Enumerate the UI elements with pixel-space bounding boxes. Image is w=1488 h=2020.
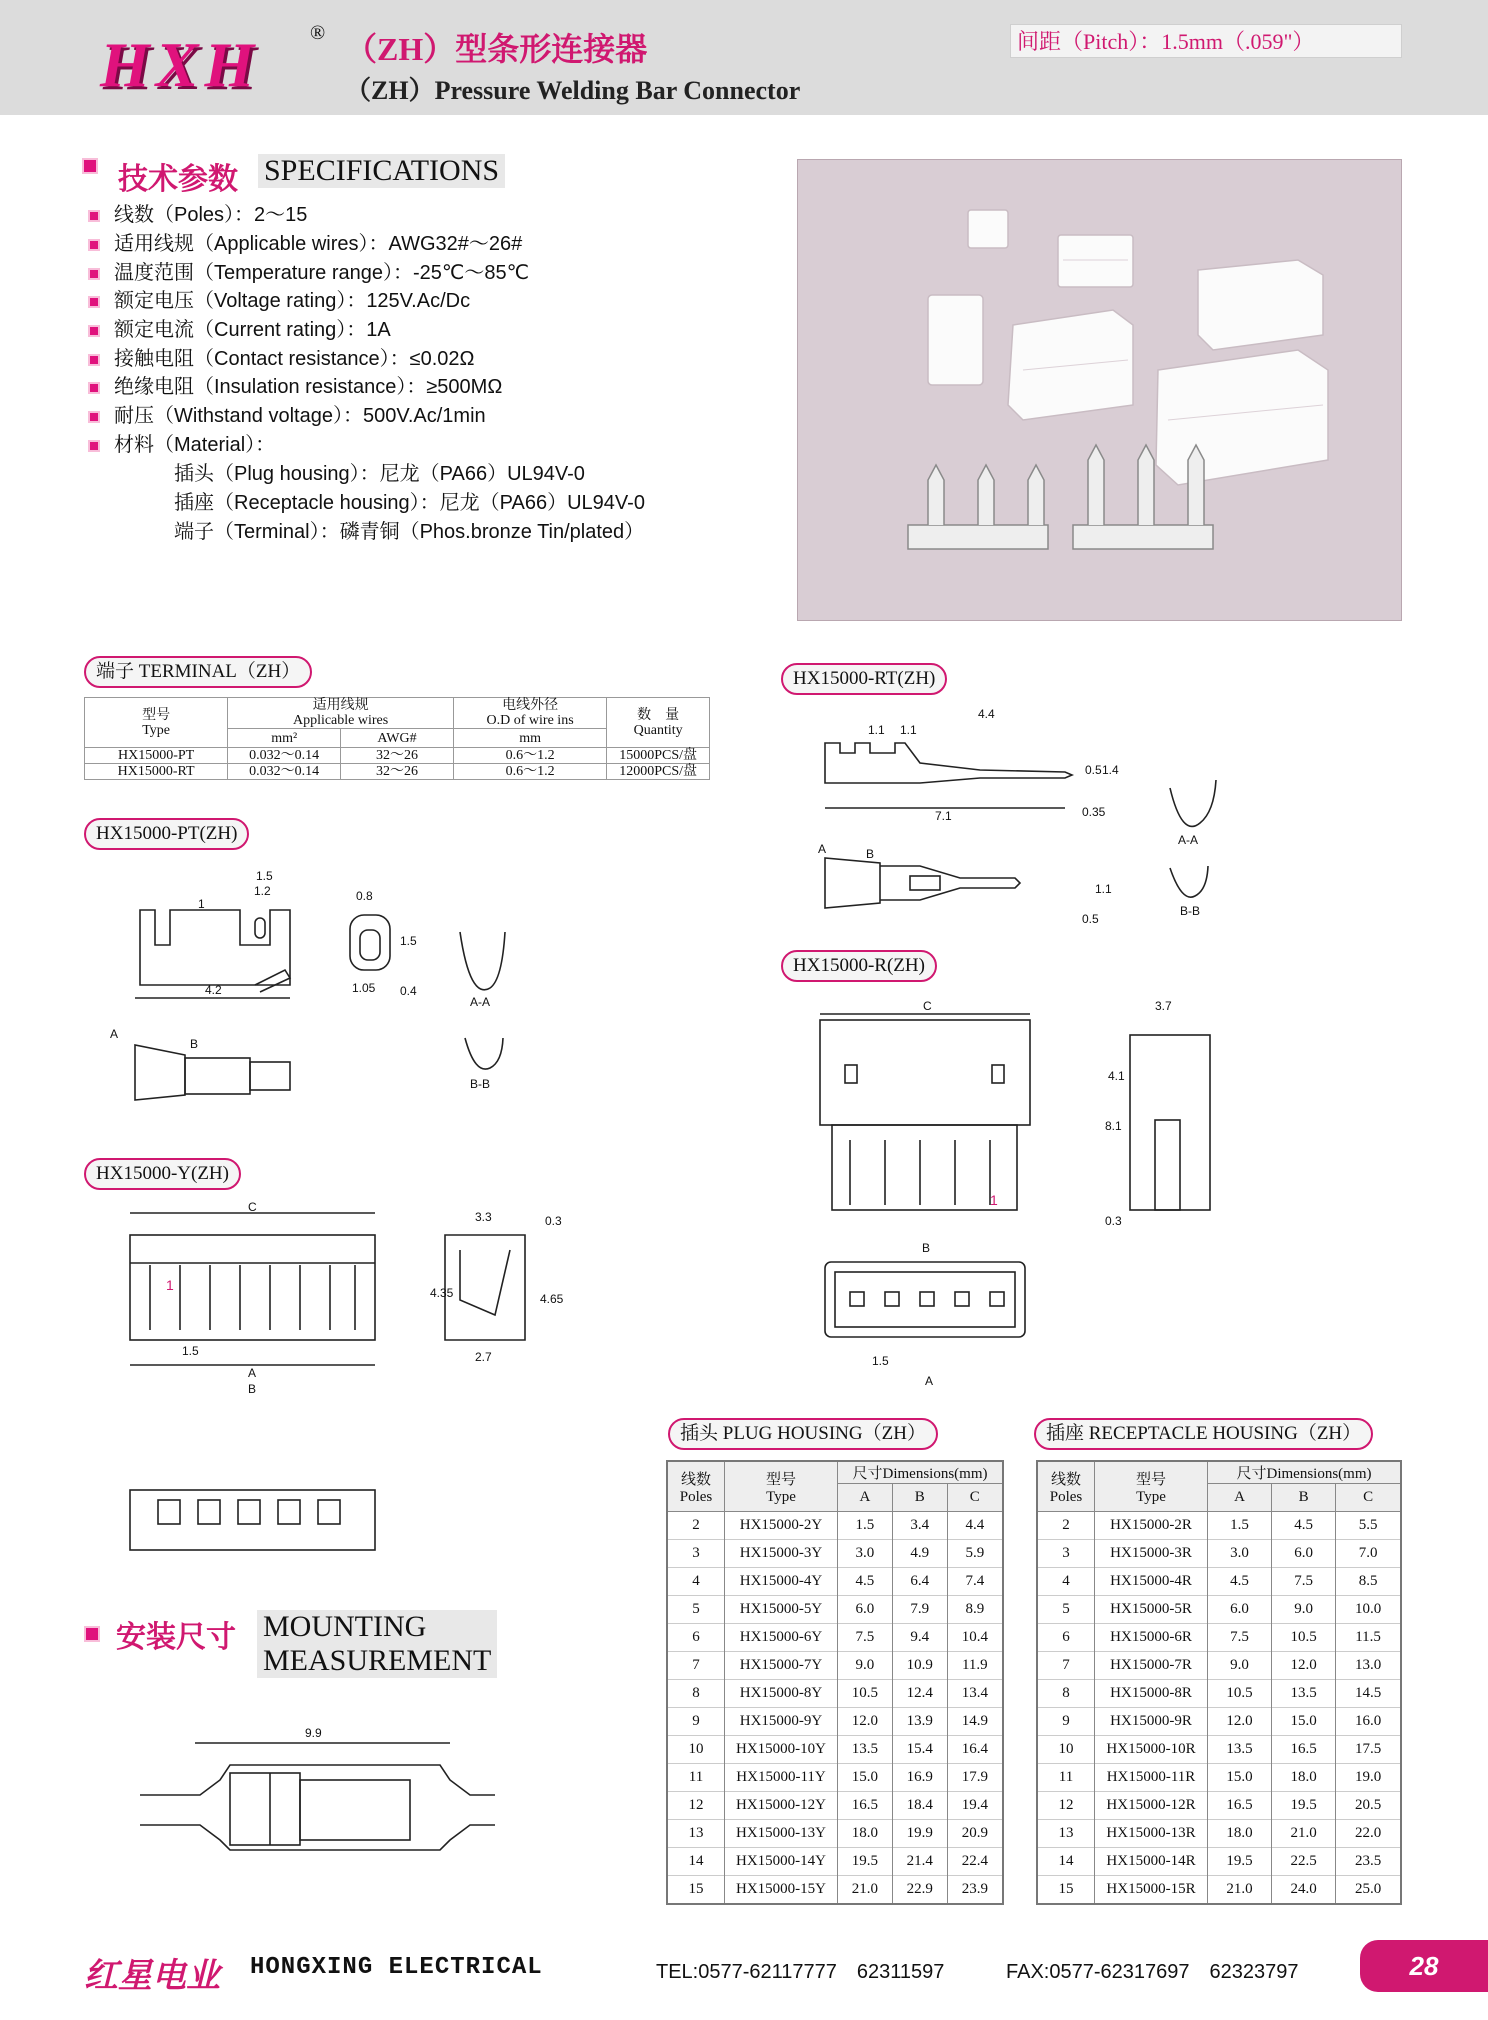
table-cell: 13.5 [1272,1680,1336,1708]
spec-heading-en: SPECIFICATIONS [258,154,505,188]
table-cell: HX15000-7R [1095,1652,1208,1680]
bullet-icon [88,296,100,308]
table-cell: 14 [667,1848,725,1876]
table-row [1037,1568,1401,1596]
table-cell: HX15000-12Y [725,1792,838,1820]
table-cell: 6.0 [838,1596,893,1624]
table-cell: HX15000-8Y [725,1680,838,1708]
y-label: HX15000-Y(ZH) [84,1158,241,1190]
table-row [1037,1848,1401,1876]
table-cell: HX15000-11R [1095,1764,1208,1792]
table-cell: 21.0 [1208,1876,1272,1905]
table-row [1037,1540,1401,1568]
svg-text:1.1: 1.1 [900,723,917,737]
table-cell: 18.0 [1208,1820,1272,1848]
table-row [667,1876,1003,1905]
svg-text:4.1: 4.1 [1108,1069,1125,1083]
footer-fax: FAX:0577-62317697 62323797 [1006,1961,1299,1983]
table-cell: 11.5 [1336,1624,1401,1652]
table-row [667,1624,1003,1652]
table-cell: 3.0 [1208,1540,1272,1568]
title-english: （ZH）Pressure Welding Bar Connector [345,76,801,105]
spec-item: 适用线规（Applicable wires）：AWG32#～26# [88,231,522,257]
rt-drawing [810,708,1230,958]
mounting-drawing [140,1725,500,1875]
table-cell: 8 [667,1680,725,1708]
table-cell: 8.5 [1336,1568,1401,1596]
svg-text:A-A: A-A [470,995,491,1009]
table-cell: 3.0 [838,1540,893,1568]
table-cell: 13 [667,1820,725,1848]
table-cell: 1.5 [838,1512,893,1540]
table-cell: 3 [1037,1540,1095,1568]
table-cell: HX15000-9R [1095,1708,1208,1736]
table-cell: 12 [667,1792,725,1820]
table-cell: 15 [1037,1876,1095,1905]
table-cell: 4.5 [1272,1512,1336,1540]
table-cell: 12.4 [892,1680,947,1708]
table-cell: 10.5 [1272,1624,1336,1652]
table-cell: 19.0 [1336,1764,1401,1792]
table-cell: HX15000-6R [1095,1624,1208,1652]
table-cell: 10.0 [1336,1596,1401,1624]
svg-text:4.35: 4.35 [430,1286,454,1300]
svg-text:1: 1 [198,897,205,911]
table-cell: 10 [667,1736,725,1764]
plug-housing-table: 线数 Poles 型号 Type 尺寸Dimensions(mm) A B C 2 HX15000-2Y 1.5 3.4 4.4 3 HX15000-3Y 3.0 4.9 5.9 4 HX15000-4Y 4.5 6.4 7.4 5 HX15000-5Y 6.0 7.9 8.9 6 HX15000-6Y 7.5 9.4 10.4 7 HX15000-7Y 9.0 10.9 11.9 8 HX15000-8Y 10.5 12.4 13.4 9 HX15000-9Y 12.0 13.9 14.9 10 HX15000-10Y 13.5 15.4 16.4 11 HX15000-11Y 15.0 16.9 17.9 12 HX15000-12Y 16.5 18.4 19.4 13 HX15000-13Y 18.0 19.9 20.9 14 HX15000-14Y 19.5 21.4 22.4 15 HX15000-15Y 21.0 22.9 23.9 [666,1460,1004,1905]
svg-text:1.5: 1.5 [182,1344,199,1358]
table-row [1037,1624,1401,1652]
table-row [1037,1652,1401,1680]
terminal-table [84,697,710,780]
th-qty-en: Quantity [633,722,683,738]
table-cell: HX15000-6Y [725,1624,838,1652]
table-cell: 6 [1037,1624,1095,1652]
spec-item: 材料（Material）： [88,432,275,458]
table-cell: 4 [1037,1568,1095,1596]
table-cell: 7.5 [1272,1568,1336,1596]
section-bullet-icon [82,158,98,174]
th-wire-en: Applicable wires [292,713,389,728]
table-cell: 12.0 [1272,1652,1336,1680]
th-qty-cn: 数 量 [637,707,680,723]
bullet-icon [88,411,100,423]
section-bullet-icon [84,1626,100,1642]
pt-label: HX15000-PT(ZH) [84,818,249,850]
th-type-cn: 型号 [142,707,171,723]
svg-text:A: A [248,1366,257,1380]
table-cell: 19.5 [1208,1848,1272,1876]
svg-text:0.5: 0.5 [1085,763,1102,777]
table-cell: 12.0 [838,1708,893,1736]
svg-text:7.1: 7.1 [935,809,952,823]
table-cell: 14.9 [947,1708,1003,1736]
table-cell: 11 [667,1764,725,1792]
svg-text:B-B: B-B [470,1077,491,1091]
table-cell: 6 [667,1624,725,1652]
table-cell: 5 [1037,1596,1095,1624]
table-cell: 9 [1037,1708,1095,1736]
table-row [667,1652,1003,1680]
svg-text:4.65: 4.65 [540,1292,564,1306]
bullet-icon [88,382,100,394]
product-photo [797,159,1402,621]
table-cell: 10 [1037,1736,1095,1764]
table-cell: 7.0 [1336,1540,1401,1568]
title-chinese: （ZH）型条形连接器 [345,31,648,67]
svg-text:0.8: 0.8 [356,889,373,903]
table-cell: 13 [1037,1820,1095,1848]
table-cell: 22.5 [1272,1848,1336,1876]
material-item: 端子（Terminal）：磷青铜（Phos.bronze Tin/plated） [174,521,645,543]
th-awg: AWG# [341,729,454,748]
table-cell: HX15000-8R [1095,1680,1208,1708]
spec-item: 线数（Poles）：2～15 [88,202,307,228]
table-cell: 19.5 [1272,1792,1336,1820]
svg-text:0.5: 0.5 [1082,912,1099,926]
table-cell: 15.0 [1208,1764,1272,1792]
table-cell: 13.4 [947,1680,1003,1708]
table-cell: 11.9 [947,1652,1003,1680]
table-cell: HX15000-3R [1095,1540,1208,1568]
table-cell: 8.9 [947,1596,1003,1624]
table-row [1037,1708,1401,1736]
spec-item: 温度范围（Temperature range）：-25℃～85℃ [88,260,529,286]
table-cell: 22.0 [1336,1820,1401,1848]
table-cell: 7.5 [1208,1624,1272,1652]
table-cell: 10.5 [838,1680,893,1708]
table-row [667,1848,1003,1876]
svg-text:1.2: 1.2 [254,884,271,898]
svg-text:0.3: 0.3 [1105,1214,1122,1228]
svg-text:B: B [190,1037,199,1051]
spec-item: 接触电阻（Contact resistance）：≤0.02Ω [88,346,475,372]
material-item: 插座（Receptacle housing）：尼龙（PA66）UL94V-0 [174,492,645,514]
svg-text:1.5: 1.5 [872,1354,889,1368]
table-cell: 6.0 [1208,1596,1272,1624]
th-od-unit: mm [453,729,606,748]
y-drawing [130,1200,600,1615]
pt-drawing [110,870,570,1130]
table-cell: HX15000-15Y [725,1876,838,1905]
table-cell: HX15000-15R [1095,1876,1208,1905]
table-cell: 4.5 [1208,1568,1272,1596]
table-row: HX15000-RT 0.032～0.14 32～26 0.6～1.2 12000PCS/盘 [85,764,710,780]
svg-text:3.7: 3.7 [1155,999,1172,1013]
table-cell: 3.4 [892,1512,947,1540]
table-cell: HX15000-7Y [725,1652,838,1680]
table-cell: 6.0 [1272,1540,1336,1568]
svg-text:0.3: 0.3 [545,1214,562,1228]
table-cell: 22.9 [892,1876,947,1905]
table-cell: 14 [1037,1848,1095,1876]
table-cell: 24.0 [1272,1876,1336,1905]
table-cell: 13.9 [892,1708,947,1736]
spec-item: 耐压（Withstand voltage）：500V.Ac/1min [88,403,486,429]
table-cell: 10.5 [1208,1680,1272,1708]
table-cell: HX15000-2Y [725,1512,838,1540]
table-cell: 15.0 [1272,1708,1336,1736]
table-cell: 16.9 [892,1764,947,1792]
table-cell: 20.9 [947,1820,1003,1848]
table-cell: 11 [1037,1764,1095,1792]
table-row [667,1764,1003,1792]
svg-text:1.05: 1.05 [352,981,376,995]
table-cell: HX15000-12R [1095,1792,1208,1820]
table-row [667,1540,1003,1568]
table-row [1037,1512,1401,1540]
table-cell: 17.9 [947,1764,1003,1792]
bullet-icon [88,239,100,251]
table-cell: 21.0 [838,1876,893,1905]
table-cell: 1.5 [1208,1512,1272,1540]
svg-text:0.4: 0.4 [400,984,417,998]
table-cell: 17.5 [1336,1736,1401,1764]
table-row [667,1820,1003,1848]
table-cell: 14.5 [1336,1680,1401,1708]
table-cell: 9.0 [1272,1596,1336,1624]
table-cell: 16.0 [1336,1708,1401,1736]
table-cell: 7.4 [947,1568,1003,1596]
table-row [1037,1736,1401,1764]
table-cell: 9.0 [1208,1652,1272,1680]
material-item: 插头（Plug housing）：尼龙（PA66）UL94V-0 [174,463,585,485]
table-cell: 16.5 [1208,1792,1272,1820]
receptacle-housing-label: 插座 RECEPTACLE HOUSING（ZH） [1034,1418,1373,1450]
rt-label: HX15000-RT(ZH) [781,663,947,695]
svg-text:B: B [866,847,875,861]
table-cell: 16.5 [838,1792,893,1820]
footer-tel: TEL:0577-62117777 62311597 [656,1961,945,1983]
r-drawing [810,1000,1280,1410]
table-cell: 4.4 [947,1512,1003,1540]
table-cell: HX15000-11Y [725,1764,838,1792]
svg-text:A-A: A-A [1178,833,1199,847]
footer-brand-en: HONGXING ELECTRICAL [250,1954,543,1981]
footer-brand-cn: 红星电业 [84,1958,220,1995]
table-cell: 21.4 [892,1848,947,1876]
table-cell: HX15000-14R [1095,1848,1208,1876]
svg-text:0.35: 0.35 [1082,805,1106,819]
table-cell: 5.9 [947,1540,1003,1568]
table-row [1037,1820,1401,1848]
table-cell: 3 [667,1540,725,1568]
mount-heading-en: MOUNTING MEASUREMENT [257,1610,497,1678]
table-cell: 4.5 [838,1568,893,1596]
svg-text:3.3: 3.3 [475,1210,492,1224]
table-row [667,1792,1003,1820]
plug-housing-label: 插头 PLUG HOUSING（ZH） [668,1418,938,1450]
svg-text:1.5: 1.5 [256,869,273,883]
table-cell: 4 [667,1568,725,1596]
table-row [1037,1680,1401,1708]
r-label: HX15000-R(ZH) [781,950,937,982]
table-cell: 19.9 [892,1820,947,1848]
spec-item: 额定电流（Current rating）：1A [88,317,391,343]
bullet-icon [88,268,100,280]
table-cell: HX15000-4Y [725,1568,838,1596]
page-number: 28 [1360,1940,1488,1992]
mount-heading-cn: 安装尺寸 [116,1621,236,1654]
brand-logo: HXH [100,29,261,100]
table-cell: 9 [667,1708,725,1736]
svg-text:4.4: 4.4 [978,707,995,721]
svg-text:A: A [818,842,827,856]
svg-text:A: A [110,1027,119,1041]
table-cell: 5 [667,1596,725,1624]
table-cell: 7 [1037,1652,1095,1680]
table-cell: HX15000-10R [1095,1736,1208,1764]
table-cell: HX15000-14Y [725,1848,838,1876]
table-cell: 12 [1037,1792,1095,1820]
table-cell: 20.5 [1336,1792,1401,1820]
table-cell: HX15000-10Y [725,1736,838,1764]
table-cell: 12.0 [1208,1708,1272,1736]
svg-text:1.1: 1.1 [868,723,885,737]
table-cell: 15 [667,1876,725,1905]
table-cell: 13.5 [838,1736,893,1764]
svg-text:1.5: 1.5 [400,934,417,948]
table-row [667,1512,1003,1540]
table-cell: 15.4 [892,1736,947,1764]
table-cell: HX15000-2R [1095,1512,1208,1540]
spec-item: 绝缘电阻（Insulation resistance）：≥500MΩ [88,374,502,400]
table-row: HX15000-PT 0.032～0.14 32～26 0.6～1.2 15000PCS/盘 [85,748,710,764]
svg-text:4.2: 4.2 [205,983,222,997]
table-cell: 13.5 [1208,1736,1272,1764]
table-cell: HX15000-9Y [725,1708,838,1736]
table-cell: 9.4 [892,1624,947,1652]
product-photo-drawing [798,160,1401,620]
th-od-en: O.D of wire ins [486,713,574,728]
table-row [1037,1764,1401,1792]
registered-mark: ® [310,22,326,44]
svg-text:1: 1 [166,1277,174,1293]
table-cell: 13.0 [1336,1652,1401,1680]
th-wire-cn: 适用线规 [312,698,369,713]
table-cell: 6.4 [892,1568,947,1596]
table-cell: 5.5 [1336,1512,1401,1540]
table-cell: HX15000-3Y [725,1540,838,1568]
table-cell: 10.4 [947,1624,1003,1652]
table-cell: 7.9 [892,1596,947,1624]
bullet-icon [88,354,100,366]
th-od-cn: 电线外径 [502,698,559,713]
table-row [667,1736,1003,1764]
table-cell: 19.5 [838,1848,893,1876]
table-cell: 7 [667,1652,725,1680]
table-cell: HX15000-13Y [725,1820,838,1848]
spec-heading-cn: 技术参数 [118,163,238,196]
table-cell: 18.0 [1272,1764,1336,1792]
table-cell: 7.5 [838,1624,893,1652]
svg-text:1.4: 1.4 [1102,763,1119,777]
svg-text:C: C [248,1200,257,1214]
table-cell: 9.0 [838,1652,893,1680]
svg-text:8.1: 8.1 [1105,1119,1122,1133]
table-row [667,1708,1003,1736]
receptacle-housing-table: 线数 Poles 型号 Type 尺寸Dimensions(mm) A B C 2 HX15000-2R 1.5 4.5 5.5 3 HX15000-3R 3.0 6.0 7.0 4 HX15000-4R 4.5 7.5 8.5 5 HX15000-5R 6.0 9.0 10.0 6 HX15000-6R 7.5 10.5 11.5 7 HX15000-7R 9.0 12.0 13.0 8 HX15000-8R 10.5 13.5 14.5 9 HX15000-9R 12.0 15.0 16.0 10 HX15000-10R 13.5 16.5 17.5 11 HX15000-11R 15.0 18.0 19.0 12 HX15000-12R 16.5 19.5 20.5 13 HX15000-13R 18.0 21.0 22.0 14 HX15000-14R 19.5 22.5 23.5 15 HX15000-15R 21.0 24.0 25.0 [1036,1460,1402,1905]
svg-text:1: 1 [990,1192,998,1208]
svg-text:B: B [248,1382,257,1396]
table-cell: 16.5 [1272,1736,1336,1764]
table-cell: 21.0 [1272,1820,1336,1848]
table-cell: 18.4 [892,1792,947,1820]
table-row [1037,1876,1401,1905]
table-row [667,1596,1003,1624]
pitch-badge: 间距（Pitch）：1.5mm（.059"） [1010,24,1402,58]
table-cell: HX15000-5Y [725,1596,838,1624]
table-cell: 25.0 [1336,1876,1401,1905]
table-cell: 22.4 [947,1848,1003,1876]
svg-text:B: B [922,1241,931,1255]
svg-text:B-B: B-B [1180,904,1201,918]
svg-text:1.1: 1.1 [1095,882,1112,896]
table-cell: 4.9 [892,1540,947,1568]
svg-text:9.9: 9.9 [305,1726,322,1740]
table-cell: 15.0 [838,1764,893,1792]
table-row [667,1568,1003,1596]
terminal-label: 端子 TERMINAL（ZH） [84,656,312,688]
table-cell: HX15000-5R [1095,1596,1208,1624]
table-row [1037,1792,1401,1820]
table-cell: 19.4 [947,1792,1003,1820]
bullet-icon [88,210,100,222]
table-cell: HX15000-13R [1095,1820,1208,1848]
table-cell: 2 [667,1512,725,1540]
table-cell: 8 [1037,1680,1095,1708]
table-cell: 18.0 [838,1820,893,1848]
svg-text:2.7: 2.7 [475,1350,492,1364]
table-cell: 16.4 [947,1736,1003,1764]
svg-text:C: C [923,999,932,1013]
bullet-icon [88,440,100,452]
table-cell: 2 [1037,1512,1095,1540]
table-cell: 23.9 [947,1876,1003,1905]
table-row [1037,1596,1401,1624]
table-row [667,1680,1003,1708]
spec-item: 额定电压（Voltage rating）：125V.Ac/Dc [88,288,470,314]
table-cell: 10.9 [892,1652,947,1680]
th-mm2: mm² [228,729,341,748]
table-cell: HX15000-4R [1095,1568,1208,1596]
table-cell: 23.5 [1336,1848,1401,1876]
th-type-en: Type [142,722,171,738]
bullet-icon [88,325,100,337]
svg-text:A: A [925,1374,934,1388]
